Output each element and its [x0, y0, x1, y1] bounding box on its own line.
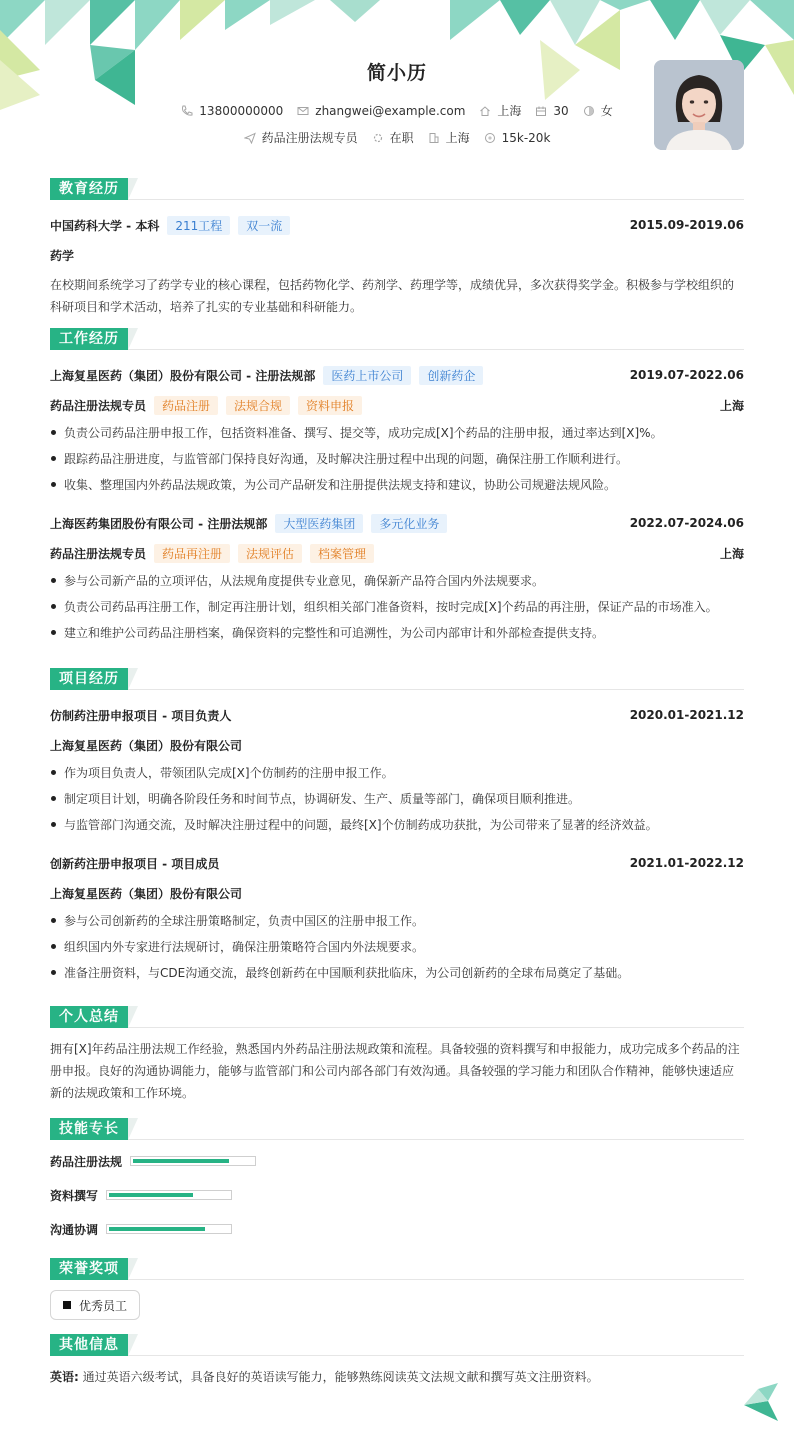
gender-icon: [583, 105, 595, 117]
role-tag: 法规合规: [226, 396, 290, 415]
coin-icon: [484, 132, 496, 144]
calendar-icon: [535, 105, 547, 117]
role-tag: 药品再注册: [154, 544, 230, 563]
expect-city-item: [428, 129, 470, 146]
email-value: zhangwei@example.com: [315, 103, 466, 118]
skill-name: 药品注册法规: [50, 1154, 123, 1169]
skill-name: 资料撰写: [50, 1188, 99, 1203]
work-bullet: 收集、整理国内外药品法规政策，为公司产品研发和注册提供法规支持和建议，协助公司规避法规风险。: [50, 472, 744, 498]
age-value: 30: [553, 103, 569, 118]
project-bullets: [50, 908, 744, 986]
project-bullet: 制定项目计划，明确各阶段任务和时间节点，协调研发、生产、质量等部门，确保项目顺利推进。: [50, 786, 744, 812]
work-role: 药品注册法规专员: [50, 398, 147, 413]
work-company: 上海医药集团股份有限公司 - 注册法规部: [50, 516, 268, 531]
skills-header: [50, 1118, 744, 1140]
other-line: [50, 1366, 744, 1388]
work-bullet: 负责公司药品注册申报工作，包括资料准备、撰写、提交等，成功完成[X]个药品的注册申报，通过率达到[X]%。: [50, 420, 744, 446]
work-role-row: [50, 538, 744, 568]
project-company: 上海复星医药（集团）股份有限公司: [50, 738, 243, 753]
status-value: 在职: [389, 131, 414, 145]
school-tag: 211工程: [167, 216, 230, 235]
phone-value: 13800000000: [199, 103, 284, 118]
other-label: 英语:: [50, 1370, 79, 1384]
education-date: 2015.09-2019.06: [629, 218, 744, 232]
project-bullet: 与监管部门沟通交流，及时解决注册过程中的问题，最终[X]个仿制药成功获批，为公司带来了显著的经济效益。: [50, 812, 744, 838]
skill-item: [50, 1218, 402, 1240]
corner-decoration: [744, 1383, 780, 1421]
skills-section: [50, 1118, 744, 1240]
position-value: 药品注册法规专员: [261, 131, 358, 145]
work-bullet: 建立和维护公司药品注册档案，确保资料的完整性和可追溯性，为公司内部审计和外部检查提供支持。: [50, 620, 744, 646]
work-title: 工作经历: [50, 328, 128, 350]
work-date: 2019.07-2022.06: [629, 368, 744, 382]
work-role: 药品注册法规专员: [50, 546, 147, 561]
other-header: [50, 1334, 744, 1356]
work-company-row: [50, 360, 744, 390]
work-bullet: 参与公司新产品的立项评估，从法规角度提供专业意见，确保新产品符合国内外法规要求。: [50, 568, 744, 594]
summary-title: 个人总结: [50, 1006, 128, 1028]
skills-list: [50, 1150, 744, 1240]
contact-row: [50, 102, 744, 119]
phone-item: [181, 104, 283, 118]
gender-value: 女: [600, 104, 613, 118]
project-name-row: [50, 848, 744, 878]
project-company: 上海复星医药（集团）股份有限公司: [50, 886, 243, 901]
project-bullets: [50, 760, 744, 838]
work-header: [50, 328, 744, 350]
salary-item: [484, 131, 551, 145]
work-location: 上海: [719, 398, 744, 413]
work-item: [50, 360, 744, 498]
education-header: [50, 178, 744, 200]
work-role-row: [50, 390, 744, 420]
role-tag: 药品注册: [154, 396, 218, 415]
school-name: 中国药科大学 - 本科: [50, 218, 160, 233]
company-tag: 医药上市公司: [323, 366, 411, 385]
company-tag: 大型医药集团: [275, 514, 363, 533]
skill-bar-fill: [133, 1159, 229, 1163]
work-section: [50, 328, 744, 646]
work-bullets: [50, 420, 744, 498]
work-company-row: [50, 508, 744, 538]
work-bullet: 负责公司药品再注册工作，制定再注册计划，组织相关部门准备资料，按时完成[X]个药品的再注册，保证产品的市场准入。: [50, 594, 744, 620]
education-section: [50, 178, 744, 318]
project-item: [50, 848, 744, 986]
skill-bar: [106, 1224, 232, 1234]
education-title: 教育经历: [50, 178, 128, 200]
work-item: [50, 508, 744, 646]
other-section: [50, 1334, 744, 1388]
send-icon: [244, 132, 256, 144]
project-section: [50, 668, 744, 986]
status-item: [372, 129, 414, 146]
role-tag: 档案管理: [310, 544, 374, 563]
work-location: 上海: [719, 546, 744, 561]
award-badge: [50, 1290, 140, 1320]
honors-title: 荣誉奖项: [50, 1258, 128, 1280]
role-tag: 资料申报: [298, 396, 362, 415]
project-header: [50, 668, 744, 690]
project-bullet: 作为项目负责人，带领团队完成[X]个仿制药的注册申报工作。: [50, 760, 744, 786]
education-row: [50, 210, 744, 240]
project-bullet: 参与公司创新药的全球注册策略制定，负责中国区的注册申报工作。: [50, 908, 744, 934]
work-company: 上海复星医药（集团）股份有限公司 - 注册法规部: [50, 368, 316, 383]
honors-section: [50, 1258, 744, 1320]
project-bullet: 组织国内外专家进行法规研讨，确保注册策略符合国内外法规要求。: [50, 934, 744, 960]
project-company-row: [50, 730, 744, 760]
position-item: [244, 129, 358, 146]
skill-item: [50, 1150, 402, 1172]
skill-item: [50, 1184, 402, 1206]
skill-bar-fill: [109, 1193, 193, 1197]
resume-header: [50, 0, 744, 172]
skill-name: 沟通协调: [50, 1222, 99, 1237]
work-date: 2022.07-2024.06: [629, 516, 744, 530]
role-tag: 法规评估: [238, 544, 302, 563]
job-intent-row: [50, 129, 744, 146]
city-value: 上海: [497, 104, 522, 118]
work-bullets: [50, 568, 744, 646]
city-item: [479, 102, 521, 119]
honors-header: [50, 1258, 744, 1280]
project-item: [50, 700, 744, 838]
project-name-row: [50, 700, 744, 730]
mail-icon: [297, 105, 309, 117]
major-name: 药学: [50, 248, 75, 263]
award-name: 优秀员工: [79, 1298, 128, 1313]
status-icon: [372, 132, 384, 144]
skill-bar-fill: [109, 1227, 205, 1231]
education-desc: 在校期间系统学习了药学专业的核心课程，包括药物化学、药剂学、药理学等，成绩优异，多次获得奖学金。积极参与学校组织的科研项目和学术活动，培养了扎实的专业基础和科研能力。: [50, 278, 735, 314]
project-date: 2021.01-2022.12: [629, 856, 744, 870]
company-tag: 创新药企: [419, 366, 483, 385]
project-name: 创新药注册申报项目 - 项目成员: [50, 856, 220, 871]
home-icon: [479, 105, 491, 117]
avatar: [654, 60, 744, 150]
summary-text: 拥有[X]年药品注册法规工作经验，熟悉国内外药品注册法规政策和流程。具备较强的资料撰写和申报能力，成功完成多个药品的注册申报。良好的沟通协调能力，能够与监管部门和公司内部各部门有效沟通。具备较强的学习能力和团队合作精神，能够快速适应新的法规政策和工作环境。: [50, 1042, 740, 1100]
skill-bar: [106, 1190, 232, 1200]
other-title: 其他信息: [50, 1334, 128, 1356]
company-tag: 多元化业务: [371, 514, 447, 533]
salary-value: 15k-20k: [501, 130, 551, 145]
other-text: 通过英语六级考试，具备良好的英语读写能力，能够熟练阅读英文法规文献和撰写英文注册资料。: [82, 1370, 599, 1384]
skill-bar: [130, 1156, 256, 1166]
award-bullet-icon: [63, 1301, 71, 1309]
project-name: 仿制药注册申报项目 - 项目负责人: [50, 708, 232, 723]
email-item: [297, 104, 465, 118]
skills-title: 技能专长: [50, 1118, 128, 1140]
age-item: [535, 104, 568, 118]
phone-icon: [181, 105, 193, 117]
project-company-row: [50, 878, 744, 908]
summary-section: [50, 1006, 744, 1104]
building-icon: [428, 132, 440, 144]
summary-header: [50, 1006, 744, 1028]
project-bullet: 准备注册资料，与CDE沟通交流，最终创新药在中国顺利获批临床，为公司创新药的全球布局奠定了基础。: [50, 960, 744, 986]
candidate-name: 简小历: [366, 62, 427, 84]
work-bullet: 跟踪药品注册进度，与监管部门保持良好沟通，及时解决注册过程中出现的问题，确保注册工作顺利进行。: [50, 446, 744, 472]
project-title: 项目经历: [50, 668, 128, 690]
expect-city-value: 上海: [445, 131, 470, 145]
project-date: 2020.01-2021.12: [629, 708, 744, 722]
gender-item: [583, 102, 613, 119]
major-row: [50, 240, 744, 270]
school-tag: 双一流: [238, 216, 290, 235]
